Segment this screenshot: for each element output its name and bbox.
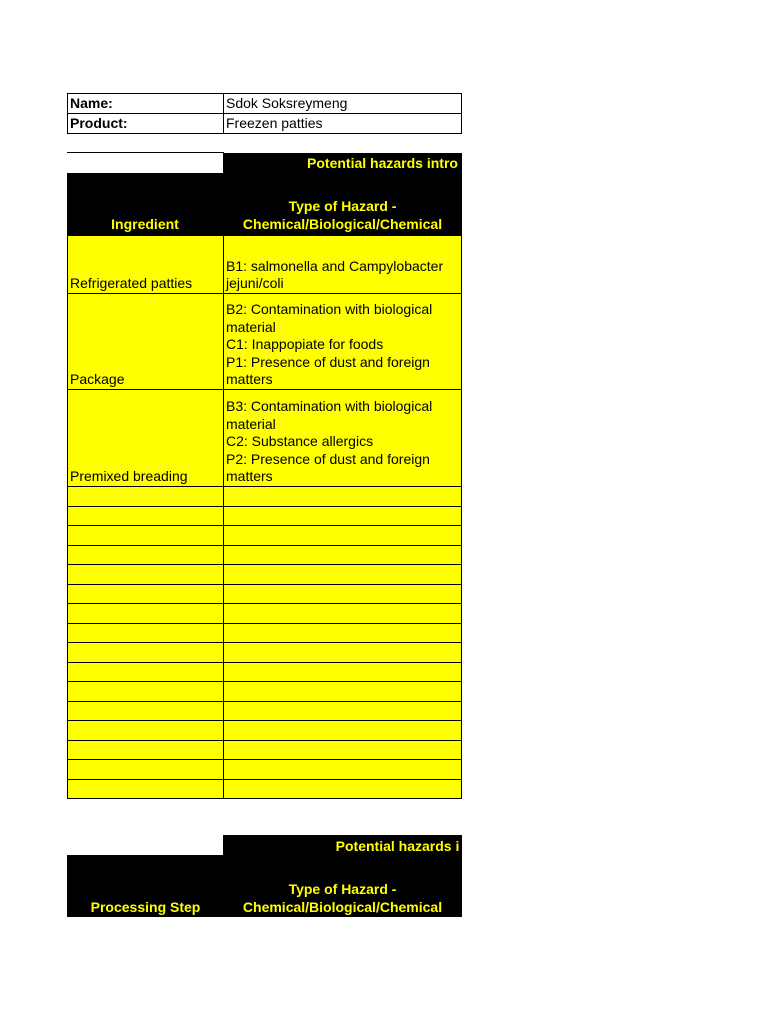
table1-empty-ingredient-cell[interactable]: [67, 486, 224, 507]
table1-empty-hazard-cell[interactable]: [223, 545, 462, 565]
table1-empty-hazard-cell[interactable]: [223, 623, 462, 643]
table1-empty-hazard-cell[interactable]: [223, 701, 462, 721]
product-value[interactable]: Freezen patties: [223, 113, 462, 134]
table1-empty-ingredient-cell[interactable]: [67, 584, 224, 604]
table2-header-hazard-label: Type of Hazard - Chemical/Biological/Chemical: [242, 881, 443, 915]
table1-empty-ingredient-cell[interactable]: [67, 545, 224, 565]
table1-row-2-ingredient[interactable]: Package: [67, 293, 224, 390]
table1-empty-hazard-cell[interactable]: [223, 720, 462, 741]
name-label: Name:: [67, 93, 224, 114]
table1-empty-ingredient-cell[interactable]: [67, 525, 224, 546]
table1-empty-ingredient-cell[interactable]: [67, 642, 224, 663]
table1-empty-ingredient-cell[interactable]: [67, 681, 224, 702]
table2-top-rule: [223, 835, 462, 836]
table2-header-step: [67, 855, 224, 917]
table2-banner: Potential hazards i: [223, 836, 462, 856]
table1-banner: Potential hazards intro: [223, 153, 462, 173]
table1-empty-ingredient-cell[interactable]: [67, 564, 224, 585]
table1-empty-ingredient-cell[interactable]: [67, 779, 224, 799]
table1-row-3-hazard[interactable]: B3: Contamination with biological material C2: Substance allergics P2: Presence of dust and foreign matters: [223, 389, 462, 487]
table1-header-ingredient-label: Ingredient: [111, 216, 179, 232]
table1-row-2-hazard[interactable]: B2: Contamination with biological material C1: Inappopiate for foods P1: Presence of dust and foreign matters: [223, 293, 462, 390]
table1-empty-ingredient-cell[interactable]: [67, 506, 224, 526]
table1-empty-ingredient-cell[interactable]: [67, 720, 224, 741]
table1-empty-ingredient-cell[interactable]: [67, 740, 224, 760]
table1-empty-hazard-cell[interactable]: [223, 486, 462, 507]
table1-empty-ingredient-cell[interactable]: [67, 759, 224, 780]
table1-empty-hazard-cell[interactable]: [223, 642, 462, 663]
table1-empty-ingredient-cell[interactable]: [67, 662, 224, 682]
table1-row-3-ingredient[interactable]: Premixed breading: [67, 389, 224, 487]
table2-header-hazard: [223, 855, 462, 917]
product-label: Product:: [67, 113, 224, 134]
table1-header-hazard-label: Type of Hazard - Chemical/Biological/Chemical: [242, 198, 443, 232]
table1-empty-hazard-cell[interactable]: [223, 759, 462, 780]
table1-empty-hazard-cell[interactable]: [223, 584, 462, 604]
table1-row-1-hazard[interactable]: B1: salmonella and Campylobacter jejuni/coli: [223, 235, 462, 294]
table1-empty-hazard-cell[interactable]: [223, 603, 462, 624]
table1-empty-ingredient-cell[interactable]: [67, 701, 224, 721]
table1-empty-hazard-cell[interactable]: [223, 681, 462, 702]
table1-top-rule: [67, 152, 224, 153]
name-value[interactable]: Sdok Soksreymeng: [223, 93, 462, 114]
table1-empty-hazard-cell[interactable]: [223, 662, 462, 682]
table2-header-step-label: Processing Step: [90, 899, 201, 915]
table1-header-ingredient: [67, 173, 224, 235]
table1-empty-hazard-cell[interactable]: [223, 564, 462, 585]
table1-empty-hazard-cell[interactable]: [223, 525, 462, 546]
table1-row-1-ingredient[interactable]: Refrigerated patties: [67, 235, 224, 294]
table1-empty-hazard-cell[interactable]: [223, 740, 462, 760]
table1-empty-hazard-cell[interactable]: [223, 506, 462, 526]
table1-empty-ingredient-cell[interactable]: [67, 603, 224, 624]
table1-empty-hazard-cell[interactable]: [223, 779, 462, 799]
table1-header-hazard: [223, 173, 462, 235]
table1-empty-ingredient-cell[interactable]: [67, 623, 224, 643]
